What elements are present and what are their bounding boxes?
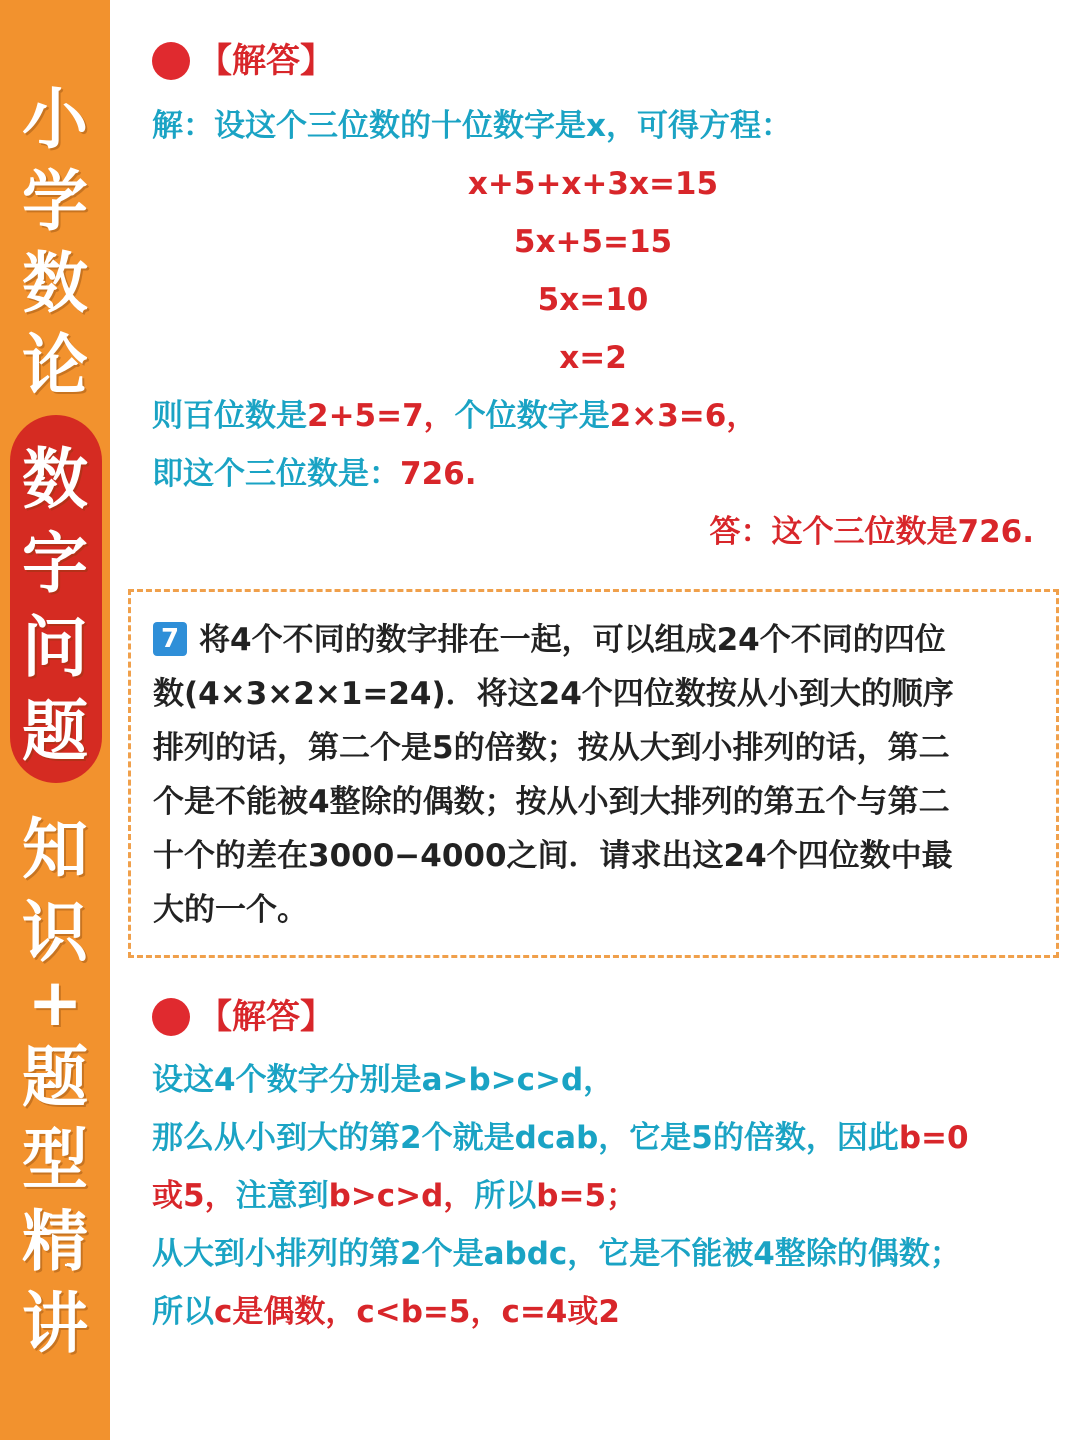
sidebar-char: 型 [22,1121,88,1198]
solution-line: 或5，注意到b>c>d，所以b=5； [152,1178,638,1214]
sidebar-char: 精 [22,1203,88,1280]
sidebar-char: 问 [22,609,88,686]
sidebar-char: + [27,964,83,1041]
sidebar-char: 小 [22,81,88,158]
final-answer: 答：这个三位数是726. [709,514,1034,550]
equation-line: 5x=10 [537,282,649,318]
equation-line: x+5+x+3x=15 [467,166,719,202]
bullet-dot-icon [152,998,190,1036]
solution-line: 所以c是偶数，c<b=5，c=4或2 [152,1294,620,1330]
solution-line: 即这个三位数是：726. [152,456,477,492]
question-line: 7 将4个不同的数字排在一起，可以组成24个不同的四位 [153,620,946,660]
question-number-badge: 7 [153,622,187,656]
solution-line: 设这4个数字分别是a>b>c>d， [152,1062,615,1098]
question-line: 数(4×3×2×1=24)．将这24个四位数按从小到大的顺序 [153,676,954,712]
sidebar-char: 数 [22,245,88,322]
question-line: 个是不能被4整除的偶数；按从小到大排列的第五个与第二 [153,784,950,820]
sidebar-char: 讲 [22,1285,88,1362]
solution-line: 从大到小排列的第2个是abdc，它是不能被4整除的偶数； [152,1236,961,1272]
answer-heading-text: 【解答】 [198,997,334,1037]
sidebar-char: 字 [22,525,88,602]
sidebar-char: 论 [22,327,88,404]
sidebar-char: 题 [22,1039,88,1116]
question-line: 十个的差在3000−4000之间．请求出这24个四位数中最 [153,838,953,874]
sidebar-char: 识 [22,894,88,971]
solution-line: 那么从小到大的第2个就是dcab，它是5的倍数，因此b=0 [152,1120,969,1156]
sidebar-banner [0,0,110,1440]
sidebar-char: 知 [22,811,88,888]
sidebar-char: 学 [22,163,88,240]
question-box [128,589,1059,958]
question-line: 排列的话，第二个是5的倍数；按从大到小排列的话，第二 [153,730,950,766]
solution-intro: 解：设这个三位数的十位数字是x，可得方程： [152,108,792,144]
equation-line: 5x+5=15 [513,224,673,260]
question-line: 大的一个。 [153,892,308,928]
equation-line: x=2 [559,340,627,376]
sidebar-char: 数 [22,441,88,518]
bullet-dot-icon [152,42,190,80]
answer-heading-text: 【解答】 [198,41,334,81]
sidebar-char: 题 [22,693,88,770]
solution-line: 则百位数是2+5=7，个位数字是2×3=6， [152,398,758,434]
